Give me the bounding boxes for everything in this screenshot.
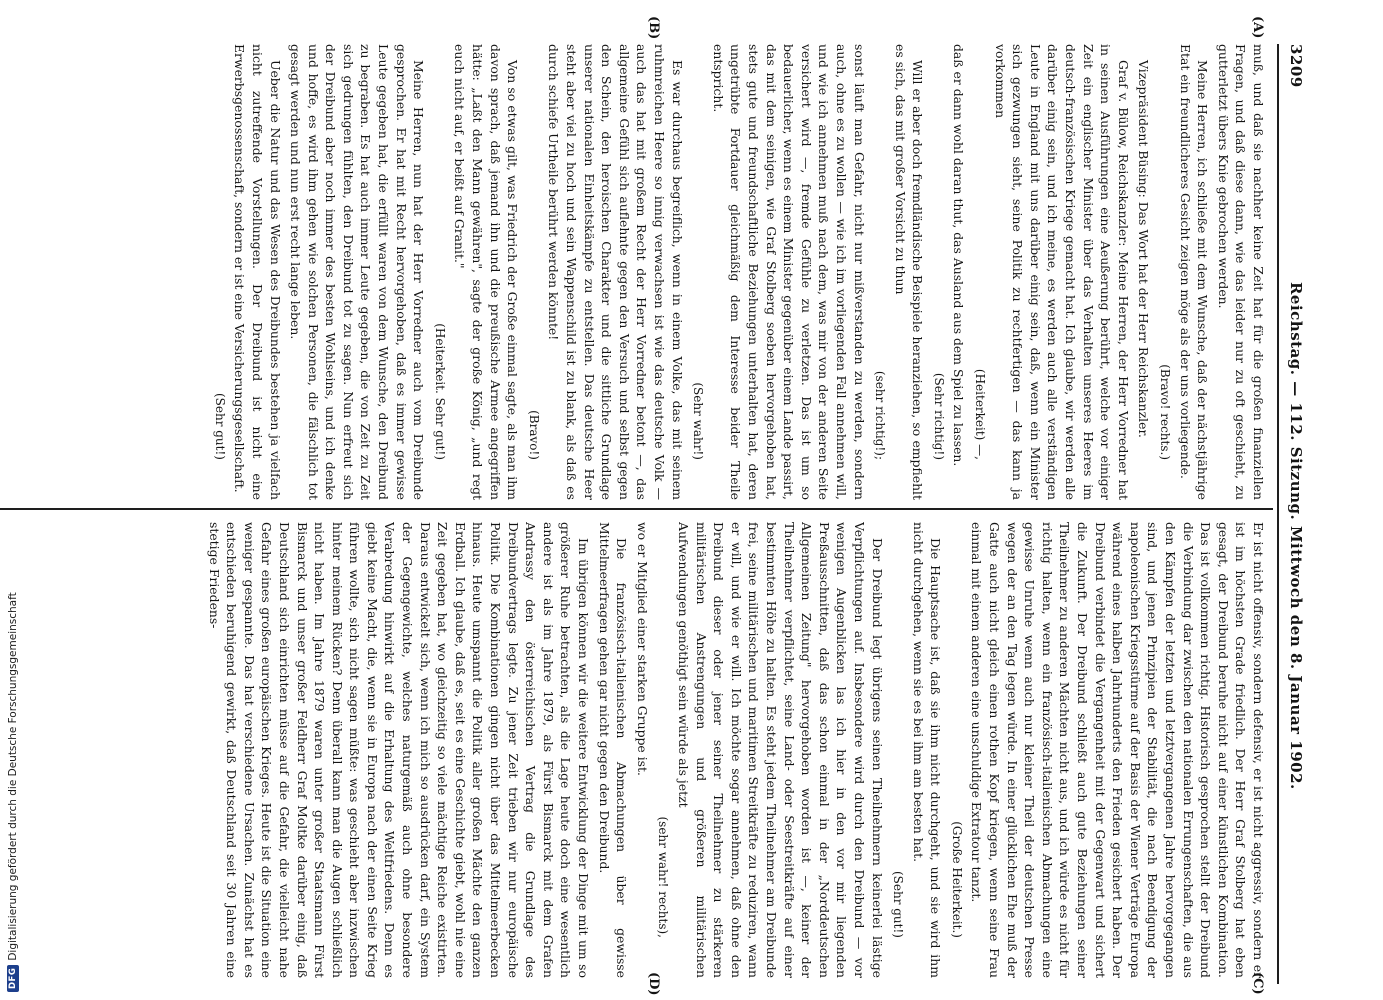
margin-mark-d: (D) [646,972,661,996]
paragraph: Die französisch-italienischen Abmachungen über gewisse Mittelmeerfragen gehen gar nicht gegen den Dreibund. [596,522,630,978]
paragraph: Im übrigen können wir die weitere Entwicklung der Dinge mit um so größerer Ruhe betrachten, als die Lage heute doch eine wesentlich andere ist als im Jahre 1879, als Fürst Bismarck mit dem Grafen Andrassy den österreichischen Vertrag die Grundlage des Dreibundvertrags legte. Zu jener Zeit trieben wir nur europäische Politik. Die Kombinationen gingen nicht über das Mittelmeerbecken hinaus. Heute umspannt die Politik aller großen Mächte den ganzen Erdball. Ich glaube, daß es, seit es eine Geschichte giebt, wohl nie eine Zeit gegeben hat, wo gleichzeitig so viele mächtige Reiche existirten. Daraus entwickelt sich, wenn ich mich so ausdrücken darf, ein System der Gegengewichte, welches naturgemäß auch ohne besondere Verabredung hinwirkt auf die Erhaltung des Weltfriedens. Denn es giebt keine Macht, die, wenn sie in Europa nach der einen Seite Krieg führen wollte, sich nicht sagen müßte: was geschieht aber inzwischen hinter meinem Rücken? Denn überall kann man die Augen schließlich nicht haben. Im Jahre 1879 waren unter großer Staatsmann Fürst Bismarck und unser großer Feldherr Graf Moltke darüber einig, daß Deutschland sich einrichten müsse auf die Gefahr, die vielleicht nahe Gefahr eines großen europäischen Krieges. Heute ist die Situation eine weniger gespannte. Das hat verschiedene Ursachen. Zunächst hat es entschieden beruhigend gewirkt, daß Deutschland seit 30 Jahren eine stetige Friedens- [206,522,592,978]
reaction-note: (sehr wahr! rechts), [656,816,671,938]
paragraph: Er ist nicht offensiv, sondern defensiv, er ist nicht aggressiv, sondern er ist im höchsten Grade friedlich. Der Herr Graf Stolberg hat eben gesagt, der Dreibund beruhe nicht auf einer künstlichen Kombination. Das ist vollkommen richtig. Historisch gesprochen stellt der Dreibund die Verbindung dar zwischen den nationalen Errungenschaften, die aus den Kämpfen der letzten und letztvergangenen Jahre hervorgegangen sind, und jenen Prinzipien der Stabilität, die nach Beendigung der napoleonischen Kriegsstürme auf der Basis der Wiener Verträge Europa während eines halben Jahrhunderts den Frieden gesichert haben. Der Dreibund verbindet die Vergangenheit mit der Gegenwart und sichert die Zukunft. Der Dreibund schließt auch gute Beziehungen seiner Theilnehmer zu anderen Mächten nicht aus, und ich würde es nicht für richtig halten, wenn ein französisch-italienischen Abmachungen eine gewisse Unruhe wenn auch nur kleiner Theil der deutschen Presse wegen der an den Tag legen würde. In einer glücklichen Ehe muß der Gatte auch nicht gleich einen rothen Kopf kriegen, wenn seine Frau einmal mit einem anderen eine unschuldige Extratour tanzt. [969,522,1266,978]
paragraph: Der Dreibund legt übrigens seinen Theilnehmern keinerlei lästige Verpflichtungen auf. Insbesondere wird durch den Dreibund — vor wenigen Augenblicken las ich hier in den vor mir liegenden Preßausschnitten, daß das schon einmal in der „Norddeutschen Allgemeinen Zeitung" hervorgehoben worden ist —, keiner der Theilnehmer verpflichtet, seine Land- oder Seestreitkräfte auf einer bestimmten Höhe zu halten. Es steht jedem Theilnehmer am Dreibunde frei, seine militärischen und maritimen Streitkräfte zu reduziren, wann er will, und wie er will. Ich möchte sogar annehmen, daß ohne den Dreibund dieser oder jener seiner Theilnehmer zu stärkeren militärischen Anstrengungen und größeren militärischen Aufwendungen genöthigt sein würde als jetzt [676,522,885,978]
paragraph: muß, und daß sie nachher keine Zeit hat für die großen finanziellen Fragen, und daß diese dann, wie das leider nur zu oft geschieht, zu gutterletzt übers Knie gebrochen werden. [1215,44,1266,500]
left-column [0,44,1267,500]
reaction-note: (Große Heiterkeit.) [949,821,964,938]
paragraph: Meine Herren, ich schließe mit dem Wunsche, daß der nächstjährige Etat ein freundlicheres Gesicht zeigen möge als der uns vorliegende. [1177,44,1211,500]
paragraph: wo er Mitglied einer starken Gruppe ist. [634,522,650,776]
page-number: 3209 [1287,44,1305,88]
margin-mark-b: (B) [646,16,661,40]
reaction-note: (Heiterkeit. Sehr gut!) [432,323,447,460]
footer-text: Digitalisierung gefördert durch die Deutsche Forschungsgemeinschaft [7,592,19,961]
scanned-page [0,14,1311,998]
dfg-logo: DFG [7,965,19,992]
paragraph: daß er dann wohl daran thut, das Ausland aus dem Spiel zu lassen. [951,44,967,467]
header-title: Reichstag. — 112. Sitzung. Mittwoch den 8. Januar 1902. [1287,281,1305,790]
reaction-note: (Sehr gut!) [212,392,227,460]
paragraph: Meine Herren, nun hat der Herr Vorredner auch vom Dreibunde gesprochen. Er hat mit Recht hervorgehoben, daß es immer gewisse Leute gegeben hat, die erfüllt waren von dem Wunsche, den Dreibund zu begraben. Es hat auch immer Leute gegeben, die von Zeit zu Zeit sich gedrungen fühlten, den Dreibund tot zu sagen. Nun erfreut sich der Dreibund aber noch immer des besten Wohlseins, und ich denke und hoffe, es wird ihm gehen wie solchen Personen, die fälschlich tot gesagt werden und nun erst recht lange leben. [288,44,427,500]
right-column [0,522,1267,978]
margin-mark-c: (C) [1250,972,1265,995]
paragraph: Will er aber doch fremdländische Beispiele heranziehen, so empfiehlt es sich, das mit großer Vorsicht zu thun [892,44,926,500]
footer [3,592,23,992]
speaker-paragraph: Graf v. Bülow, Reichskanzler: Meine Herren, der Herr Vorredner hat in seinen Ausführungen eine Aeußerung berührt, welche vor einiger Zeit ein englischer Minister über das Verhalten unseres Heeres im deutsch-französischen Kriege gemacht hat. Ich glaube, wir werden alle darüber einig sein, und ich meine, es werden auch alle verständigen Leute in England mit uns darüber einig sein, daß, wenn ein Minister sich gezwungen sieht, seine Politik zu rechtfertigen — das kann ja vorkommen [992,44,1131,500]
reaction-note: (Sehr richtig!) [931,372,946,460]
reaction-note: (Bravo!) [526,410,541,460]
margin-mark-a: (A) [1250,16,1265,39]
paragraph: Von so etwas gilt, was Friedrich der Große einmal sagte, als man ihm davon sprach, daß jemand ihn und die preußische Armee angegriffen hätte: „Laßt den Mann gewähren", sagte der große König, „und regt euch nicht auf, er beißt auf Granit." [452,44,521,500]
paragraph: Ueber die Natur und das Wesen des Dreibundes bestehen ja vielfach nicht zutreffende Vorstellungen. Der Dreibund ist nicht eine Erwerbsgenossenschaft, sondern er ist eine Versicherungsgesellschaft. [232,44,283,500]
paragraph: Es war durchaus begreiflich, wenn in einem Volke, das mit seinem ruhmreichen Heere so innig verwachsen ist wie das deutsche Volk — auch das hat mit großem Recht der Herr Vorredner betont —, das allgemeine Gefühl sich auflehnte gegen den Versuch und selbst gegen den Schein, den heroischen Charakter und die sittliche Grundlage unserer nationalen Einheitskämpfe zu entstellen. Das deutsche Heer steht aber viel zu hoch und sein Wappenschild ist zu blank, als daß es durch schiefe Urtheile berührt werden könnte! [546,44,685,500]
column-divider [0,508,1273,510]
speaker-paragraph: Vizepräsident Büsing: Das Wort hat der Herr Reichskanzler. [1136,60,1152,438]
reaction-note: (Bravo! rechts.) [1158,364,1173,460]
paragraph: sonst läuft man Gefahr, nicht nur mißverstanden zu werden, sondern auch, ohne es zu wollen — wie ich im vorliegenden Fall annehmen will, und wie ich annehmen muß nach dem, was mir von der anderen Seite versichert wird —, fremde Gefühle zu verletzen. Das ist um so bedauerlicher, wenn es einem Minister gegenüber einem Lande passirt, das mit dem seinigen, wie Graf Stolberg soeben hervorgehoben hat, stets gute und freundschaftliche Beziehungen unterhalten hat, deren ungetrübte Fortdauer gleichmäßig dem Interesse beider Theile entspricht. [710,44,867,500]
reaction-note: (sehr richtig!); [873,370,888,460]
reaction-note: (Heiterkeit) —, [973,368,988,460]
paragraph: Die Hauptsache ist, daß sie ihm nicht durchgeht, und sie wird ihm nicht durchgehen, wenn sie es bei ihm am besten hat. [910,522,944,978]
reaction-note: (Sehr wahr!) [691,382,706,460]
reaction-note: (Sehr gut!) [891,870,906,938]
header-rule [1277,44,1279,984]
page-header [1281,44,1311,984]
